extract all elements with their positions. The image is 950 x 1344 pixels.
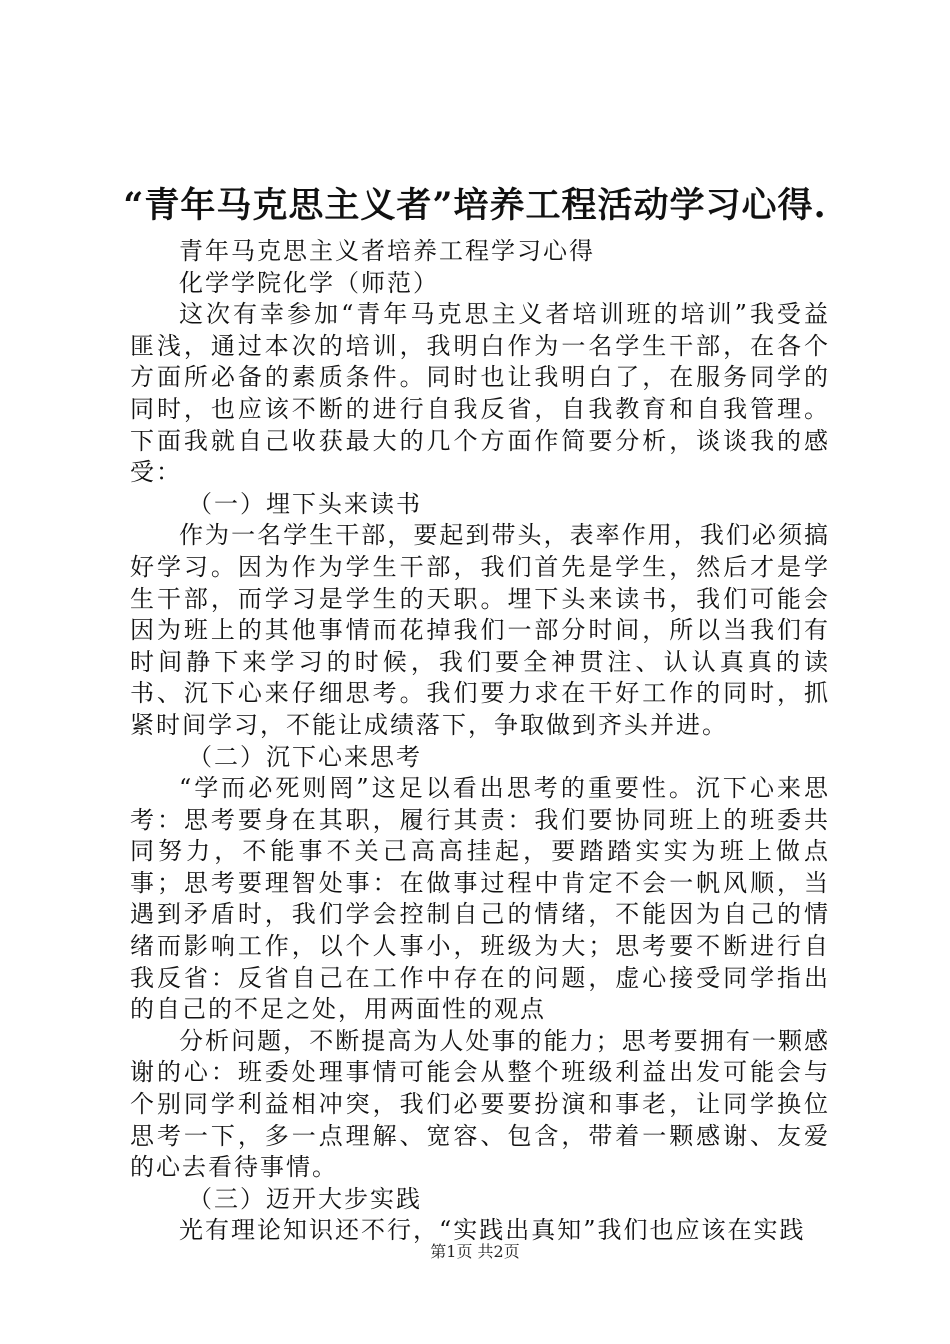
body-paragraph: 这次有幸参加“青年马克思主义者培训班的培训”我受益匪浅，通过本次的培训，我明白作为一名学生干部，在各个方面所必备的素质条件。同时也让我明白了，在服务同学的同时，也应该不断的进行自我反省，自我教育和自我管理。下面我就自己收获最大的几个方面作简要分析，谈谈我的感受： — [130, 300, 830, 487]
subtitle-line: 青年马克思主义者培养工程学习心得 — [179, 237, 595, 265]
body-paragraph: 光有理论知识还不行，“实践出真知”我们也应该在实践 — [179, 1216, 806, 1245]
document-title: “青年马克思主义者”培养工程活动学习心得. — [123, 185, 827, 226]
section-heading: （三）迈开大步实践 — [188, 1184, 422, 1213]
document-body — [130, 236, 830, 1247]
body-paragraph: “学而必死则罔”这足以看出思考的重要性。沉下心来思考：思考要身在其职，履行其责：我们要协同班上的班委共同努力，不能事不关己高高挂起，要踏踏实实为班上做点事；思考要理智处事：在做事过程中肯定不会一帆风顺，当遇到矛盾时，我们学会控制自己的情绪，不能因为自己的情绪而影响工作，以个人事小，班级为大；思考要不断进行自我反省：反省自己在工作中存在的问题，虚心接受同学指出的自己的不足之处，用两面性的观点 — [130, 774, 830, 1024]
page-number-footer: 第1页 共2页 — [430, 1242, 520, 1261]
body-paragraph: 分析问题，不断提高为人处事的能力；思考要拥有一颗感谢的心：班委处理事情可能会从整个班级利益出发可能会与个别同学利益相冲突，我们必要要扮演和事老，让同学换位思考一下，多一点理解、宽容、包含，带着一颗感谢、友爱的心去看待事情。 — [130, 1026, 830, 1182]
author-line: 化学学院化学（师范） — [179, 268, 439, 297]
section-heading: （一）埋下头来读书 — [188, 489, 422, 518]
body-paragraph: 作为一名学生干部，要起到带头，表率作用，我们必须搞好学习。因为作为学生干部，我们首先是学生，然后才是学生干部，而学习是学生的天职。埋下头来读书，我们可能会因为班上的其他事情而花掉我们一部分时间，所以当我们有时间静下来学习的时候，我们要全神贯注、认认真真的读书、沉下心来仔细思考。我们要力求在干好工作的同时，抓紧时间学习，不能让成绩落下，争取做到齐头并进。 — [130, 521, 830, 739]
section-heading: （二）沉下心来思考 — [188, 742, 422, 771]
